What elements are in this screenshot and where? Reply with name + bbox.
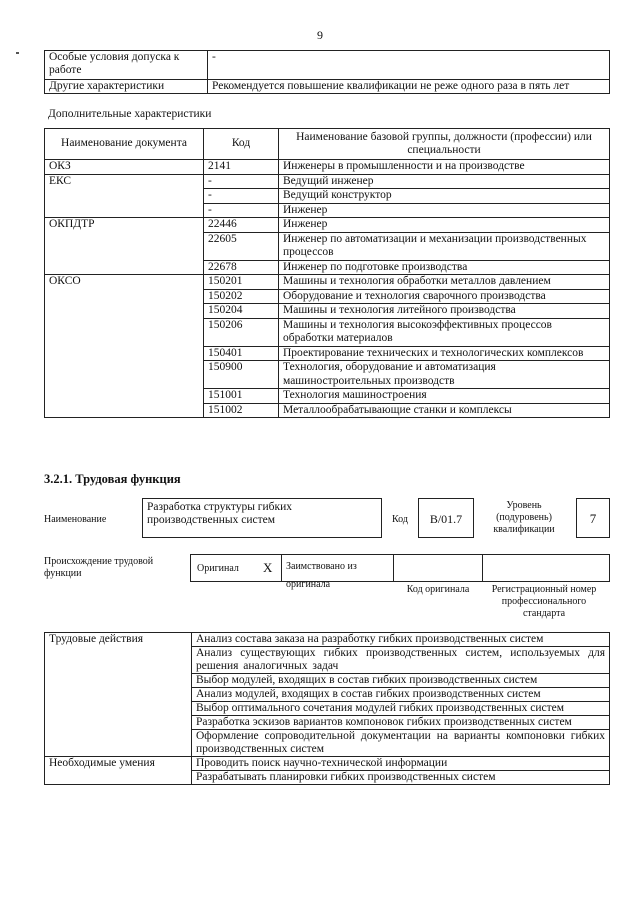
- code-cell: 22605: [204, 232, 279, 260]
- table-row: [45, 389, 610, 404]
- code-cell: 150206: [204, 318, 279, 346]
- doc-cell-empty: [45, 389, 204, 404]
- name-cell: Инженер по автоматизации и механизации производственных процессов: [279, 232, 610, 260]
- table-row: [45, 346, 610, 361]
- borrowed-box: [281, 554, 394, 590]
- col-header-doc: Наименование документа: [45, 129, 204, 160]
- code-cell: 150204: [204, 304, 279, 319]
- doc-cell-empty: [45, 260, 204, 275]
- table-row: [45, 80, 610, 94]
- level-label: Уровень (подуровень) квалификации: [493, 500, 555, 535]
- actions-table: [44, 632, 610, 785]
- doc-cell-empty: [45, 189, 204, 204]
- other-characteristics-value: Рекомендуется повышение квалификации не реже одного раза в пять лет: [208, 80, 610, 94]
- skill-item: Проводить поиск научно-технической информации: [192, 757, 610, 771]
- original-mark: X: [263, 560, 273, 575]
- table-row: [45, 757, 610, 771]
- name-cell: Инженер по подготовке производства: [279, 260, 610, 275]
- doc-cell-empty: [45, 289, 204, 304]
- doc-cell-empty: [45, 361, 204, 389]
- doc-cell-empty: [45, 346, 204, 361]
- group-label: Трудовые действия: [45, 633, 192, 757]
- code-cell: -: [204, 189, 279, 204]
- table-row: [45, 203, 610, 218]
- borrowed-label: Заимствовано из оригинала: [286, 561, 357, 590]
- reg-number-label: Регистрационный номер профессионального стандарта: [491, 584, 597, 619]
- table-row: [45, 403, 610, 418]
- doc-cell-empty: [45, 304, 204, 319]
- name-cell: Оборудование и технология сварочного производства: [279, 289, 610, 304]
- admission-table: [44, 50, 610, 94]
- doc-cell-empty: [45, 203, 204, 218]
- table-row: [45, 51, 610, 80]
- name-cell: Ведущий конструктор: [279, 189, 610, 204]
- name-cell: Инженеры в промышленности и на производстве: [279, 160, 610, 175]
- name-cell: Ведущий инженер: [279, 174, 610, 189]
- origin-label: Происхождение трудовой функции: [44, 556, 154, 579]
- characteristics-table: [44, 128, 610, 418]
- doc-cell-empty: [45, 232, 204, 260]
- doc-cell: ОКЗ: [45, 160, 204, 175]
- function-code-box: B/01.7: [418, 498, 474, 538]
- col-header-code: Код: [204, 129, 279, 160]
- action-item: Анализ модулей, входящих в состав гибких производственных систем: [192, 688, 610, 702]
- original-label: Оригинал: [197, 563, 239, 574]
- level-box: 7: [576, 498, 610, 538]
- table-header-row: [45, 129, 610, 160]
- code-cell: -: [204, 174, 279, 189]
- name-cell: Проектирование технических и технологических комплексов: [279, 346, 610, 361]
- group-label: Необходимые умения: [45, 757, 192, 785]
- doc-cell-empty: [45, 403, 204, 418]
- other-characteristics-label: Другие характеристики: [45, 80, 208, 94]
- code-cell: 151001: [204, 389, 279, 404]
- code-cell: 22446: [204, 218, 279, 233]
- col-header-name: Наименование базовой группы, должности (профессии) или специальности: [279, 129, 610, 160]
- reg-number-box: [482, 554, 610, 582]
- code-cell: 150900: [204, 361, 279, 389]
- code-original-label: Код оригинала: [406, 584, 470, 595]
- name-cell: Инженер: [279, 203, 610, 218]
- doc-cell: ОКСО: [45, 275, 204, 290]
- code-cell: 2141: [204, 160, 279, 175]
- code-cell: 150201: [204, 275, 279, 290]
- table-row: [45, 232, 610, 260]
- doc-cell: ЕКС: [45, 174, 204, 189]
- action-item: Выбор модулей, входящих в состав гибких производственных систем: [192, 674, 610, 688]
- code-cell: 22678: [204, 260, 279, 275]
- table-row: [45, 304, 610, 319]
- name-cell: Машины и технология высокоэффективных процессов обработки материалов: [279, 318, 610, 346]
- name-cell: Технология машиностроения: [279, 389, 610, 404]
- table-row: [45, 160, 610, 175]
- table-row: [45, 218, 610, 233]
- special-conditions-value: -: [208, 51, 610, 80]
- doc-cell-empty: [45, 318, 204, 346]
- table-row: [45, 275, 610, 290]
- skill-item: Разрабатывать планировки гибких производственных систем: [192, 771, 610, 785]
- table-row: [45, 633, 610, 647]
- table-row: [45, 189, 610, 204]
- action-item: Анализ существующих гибких производственных систем, используемых для решения аналогичных задач: [192, 647, 610, 674]
- table-row: [45, 260, 610, 275]
- page-number: 9: [317, 28, 323, 42]
- name-cell: Машины и технология литейного производства: [279, 304, 610, 319]
- table-row: [45, 174, 610, 189]
- code-cell: 150202: [204, 289, 279, 304]
- function-name-box: Разработка структуры гибких производственных систем: [142, 498, 382, 538]
- code-cell: -: [204, 203, 279, 218]
- name-cell: Машины и технология обработки металлов давлением: [279, 275, 610, 290]
- name-cell: Металлообрабатывающие станки и комплексы: [279, 403, 610, 418]
- action-item: Оформление сопроводительной документации на варианты компоновки гибких производственных систем: [192, 730, 610, 757]
- additional-caption: Дополнительные характеристики: [48, 108, 212, 120]
- original-box: [190, 554, 282, 582]
- table-row: [45, 318, 610, 346]
- code-original-box: [393, 554, 483, 582]
- action-item: Разработка эскизов вариантов компоновок гибких производственных систем: [192, 716, 610, 730]
- table-row: [45, 361, 610, 389]
- name-cell: Инженер: [279, 218, 610, 233]
- action-item: Выбор оптимального сочетания модулей гибких производственных систем: [192, 702, 610, 716]
- name-label: Наименование: [44, 514, 107, 525]
- code-label: Код: [392, 514, 408, 525]
- code-cell: 151002: [204, 403, 279, 418]
- doc-cell: ОКПДТР: [45, 218, 204, 233]
- name-cell: Технология, оборудование и автоматизация машиностроительных производств: [279, 361, 610, 389]
- table-row: [45, 289, 610, 304]
- action-item: Анализ состава заказа на разработку гибких производственных систем: [192, 633, 610, 647]
- margin-mark: [16, 52, 19, 54]
- code-cell: 150401: [204, 346, 279, 361]
- special-conditions-label: Особые условия допуска к работе: [45, 51, 208, 80]
- section-heading: 3.2.1. Трудовая функция: [44, 472, 181, 486]
